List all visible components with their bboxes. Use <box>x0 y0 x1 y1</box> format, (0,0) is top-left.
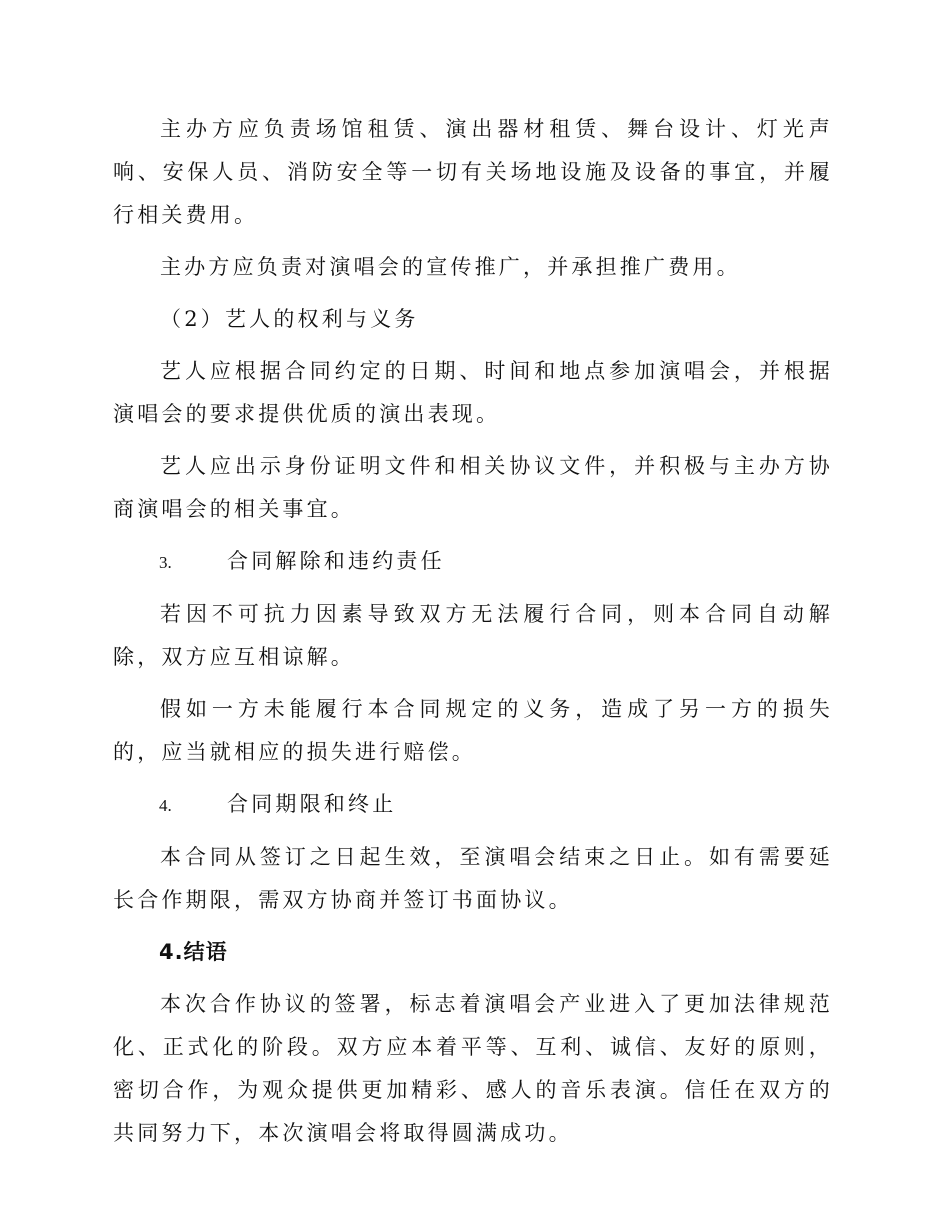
section-title: 合同期限和终止 <box>227 792 397 816</box>
paragraph-organizer-promotion: 主办方应负责对演唱会的宣传推广，并承担推广费用。 <box>160 255 741 279</box>
section-heading-term <box>113 783 833 827</box>
document-body <box>113 108 833 1164</box>
paragraph-force-majeure: 若因不可抗力因素导致双方无法履行合同，则本合同自动解除，双方应互相谅解。 <box>113 602 833 669</box>
paragraph-organizer-venue: 主办方应负责场馆租赁、演出器材租赁、舞台设计、灯光声响、安保人员、消防安全等一切有关场地设施及设备的事宜，并履行相关费用。 <box>113 117 833 227</box>
section-heading-artist-rights: （2）艺人的权利与义务 <box>160 307 419 331</box>
paragraph-term-effective: 本合同从签订之日起生效，至演唱会结束之日止。如有需要延长合作期限，需双方协商并签订书面协议。 <box>113 845 833 912</box>
section-heading-conclusion: 4.结语 <box>159 940 228 964</box>
paragraph-artist-performance: 艺人应根据合同约定的日期、时间和地点参加演唱会，并根据演唱会的要求提供优质的演出表现。 <box>113 359 833 426</box>
section-title: 合同解除和违约责任 <box>227 549 445 573</box>
section-number: 3. <box>159 553 172 572</box>
paragraph-compensation: 假如一方未能履行本合同规定的义务，造成了另一方的损失的，应当就相应的损失进行赔偿。 <box>113 697 833 764</box>
section-heading-termination <box>113 540 833 584</box>
paragraph-conclusion: 本次合作协议的签署，标志着演唱会产业进入了更加法律规范化、正式化的阶段。双方应本着平等、互利、诚信、友好的原则，密切合作，为观众提供更加精彩、感人的音乐表演。信任在双方的共同努力下，本次演唱会将取得圆满成功。 <box>113 992 833 1145</box>
section-number: 4. <box>159 796 172 815</box>
paragraph-artist-documents: 艺人应出示身份证明文件和相关协议文件，并积极与主办方协商演唱会的相关事宜。 <box>113 454 833 521</box>
